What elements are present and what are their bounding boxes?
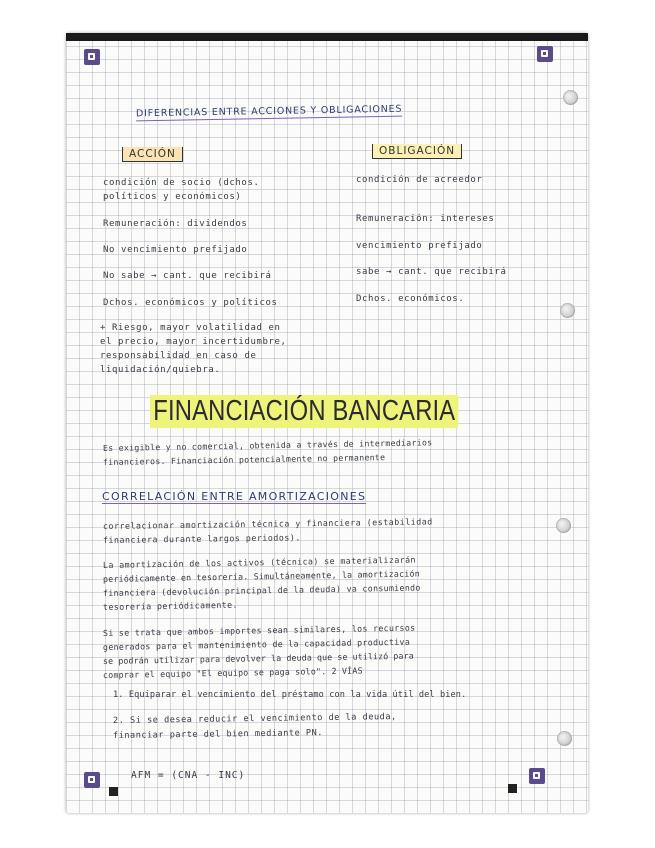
accion-item: responsabilidad en caso de (100, 351, 257, 361)
punch-hole (560, 303, 575, 318)
financiacion-line: financieros. Financiación potencialmente no permanente (102, 452, 386, 467)
accion-item: condición de socio (dchos. (103, 178, 260, 188)
top-edge-bar (66, 33, 588, 41)
obligacion-label: OBLIGACIÓN (372, 144, 462, 159)
corner-marker-top-right (537, 46, 553, 62)
correlacion-para3-line: generados para el mantenimiento de la capacidad productiva (102, 636, 411, 652)
obligacion-item: condición de acreedor (356, 175, 483, 185)
correlacion-para2-line: periódicamente en tesorería. Simultáneamente, la amortización (102, 568, 420, 584)
corner-square-left (109, 787, 118, 796)
correlacion-para3-line: Si se trata que ambos importes sean similares, los recursos (102, 622, 416, 638)
correlacion-point-2: 2. Si se desea reducir el vencimiento de la deuda, (112, 712, 397, 726)
correlacion-para2-line: La amortización de los activos (técnica) se materializarán (102, 554, 416, 570)
accion-item: No vencimiento prefijado (103, 245, 248, 255)
correlacion-point-1: 1. Equiparar el vencimiento del préstamo con la vida útil del bien. (113, 690, 467, 700)
punch-hole (557, 731, 572, 746)
correlacion-para3-line: comprar el equipo "El equipo se paga solo". 2 VÍAS (102, 665, 363, 680)
obligacion-item: Dchos. económicos. (356, 294, 465, 304)
punch-hole (556, 518, 571, 533)
correlacion-para2-line: financiera (devolución principal de la deuda) va consumiendo (102, 582, 421, 598)
corner-square-right (508, 784, 517, 793)
correlacion-para1-line: financiera durante largos periodos). (102, 532, 301, 545)
accion-item: el precio, mayor incertidumbre, (100, 337, 287, 347)
accion-item: Remuneración: dividendos (103, 219, 248, 229)
obligacion-item: sabe → cant. que recibirá (356, 267, 507, 277)
accion-item: políticos y económicos) (103, 192, 242, 202)
corner-marker-bottom-left (84, 772, 100, 788)
correlacion-para2-line: tesorería periódicamente. (102, 599, 238, 612)
corner-marker-bottom-right (529, 768, 545, 784)
correlacion-title: CORRELACIÓN ENTRE AMORTIZACIONES (102, 490, 367, 503)
correlacion-point-2-cont: financiar parte del bien mediante PN. (112, 728, 323, 741)
financiacion-title: FINANCIACIÓN BANCARIA (150, 395, 459, 428)
correlacion-para1-line: correlacionar amortización técnica y financiera (estabilidad (102, 516, 433, 531)
corner-marker-top-left (84, 49, 100, 65)
punch-hole (563, 90, 578, 105)
accion-item: Dchos. económicos y políticos (103, 298, 278, 308)
accion-item: + Riesgo, mayor volatilidad en (100, 323, 281, 333)
accion-item: liquidación/quiebra. (100, 365, 221, 375)
footer-formula: AFM = (CNA - INC) (131, 770, 246, 781)
obligacion-item: Remuneración: intereses (356, 214, 495, 224)
correlacion-para3-line: se podrán utilizar para devolver la deuda que se utilizó para (102, 650, 414, 666)
obligacion-item: vencimiento prefijado (356, 241, 483, 251)
financiacion-line: Es exigible y no comercial, obtenida a través de intermediarios (102, 437, 433, 453)
page-heading: DIFERENCIAS ENTRE ACCIONES Y OBLIGACIONES (135, 103, 403, 120)
accion-label: ACCIÓN (122, 147, 183, 162)
accion-item: No sabe → cant. que recibirá (103, 271, 272, 281)
